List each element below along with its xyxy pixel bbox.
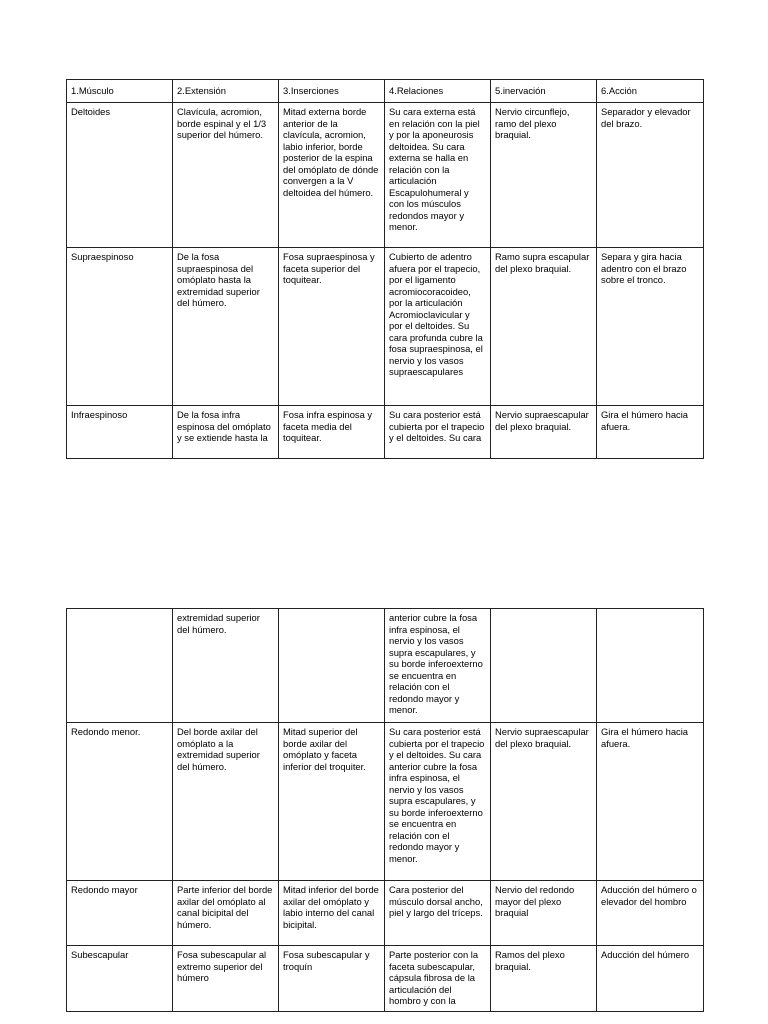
cell-inervacion [491, 609, 597, 723]
cell-relaciones: Su cara posterior está cubierta por el trapecio y el deltoides. Su cara [385, 406, 491, 459]
cell-extension: Del borde axilar del omóplato a la extremidad superior del húmero. [173, 723, 279, 881]
cell-extension: De la fosa supraespinosa del omóplato hasta la extremidad superior del húmero. [173, 248, 279, 406]
table-row-redondo-mayor [67, 881, 704, 946]
cell-inervacion: Nervio circunflejo, ramo del plexo braquial. [491, 103, 597, 248]
cell-relaciones: Cara posterior del músculo dorsal ancho, piel y largo del tríceps. [385, 881, 491, 946]
cell-inervacion: Ramos del plexo braquial. [491, 946, 597, 1012]
cell-accion: Aducción del húmero [597, 946, 704, 1012]
header-inervacion: 5.inervación [491, 80, 597, 103]
cell-inervacion: Nervio del redondo mayor del plexo braquial [491, 881, 597, 946]
cell-accion [597, 609, 704, 723]
muscle-table-page-2 [66, 608, 704, 1012]
cell-inervacion: Nervio supraescapular del plexo braquial. [491, 723, 597, 881]
cell-inserciones: Mitad superior del borde axilar del omóplato y faceta inferior del troquiter. [279, 723, 385, 881]
header-extension: 2.Extensión [173, 80, 279, 103]
header-accion: 6.Acción [597, 80, 704, 103]
cell-inserciones: Mitad externa borde anterior de la clavícula, acromion, labio inferior, borde posterior de la espina del omóplato de dónde convergen a la V deltoidea del húmero. [279, 103, 385, 248]
header-relaciones: 4.Relaciones [385, 80, 491, 103]
cell-musculo [67, 609, 173, 723]
header-row [67, 80, 704, 103]
cell-inervacion: Ramo supra escapular del plexo braquial. [491, 248, 597, 406]
cell-relaciones: Cubierto de adentro afuera por el trapecio, por el ligamento acromiocoracoideo, por la articulación Acromioclavicular y por el deltoides. Su cara profunda cubre la fosa supraespinosa, el nervio y los vasos supraescapulares [385, 248, 491, 406]
header-inserciones: 3.Inserciones [279, 80, 385, 103]
cell-musculo: Supraespinoso [67, 248, 173, 406]
cell-relaciones: Su cara externa está en relación con la piel y por la aponeurosis deltoidea. Su cara externa se halla en relación con la articulación Escapulohumeral y con los músculos redondos mayor y menor. [385, 103, 491, 248]
cell-inserciones: Fosa supraespinosa y faceta superior del toquitear. [279, 248, 385, 406]
cell-extension: Fosa subescapular al extremo superior del húmero [173, 946, 279, 1012]
cell-accion: Aducción del húmero o elevador del hombro [597, 881, 704, 946]
muscle-table-page-1 [66, 79, 704, 459]
cell-inserciones: Fosa infra espinosa y faceta media del toquitear. [279, 406, 385, 459]
cell-musculo: Redondo mayor [67, 881, 173, 946]
table-row-supraespinoso [67, 248, 704, 406]
cell-inserciones: Mitad inferior del borde axilar del omóplato y labio interno del canal bicipital. [279, 881, 385, 946]
cell-accion: Gira el húmero hacia afuera. [597, 406, 704, 459]
cell-inervacion: Nervio supraescapular del plexo braquial. [491, 406, 597, 459]
cell-extension: De la fosa infra espinosa del omóplato y se extiende hasta la [173, 406, 279, 459]
cell-relaciones: anterior cubre la fosa infra espinosa, el nervio y los vasos supra escapulares, y su borde inferoexterno se encuentra en relación con el redondo mayor y menor. [385, 609, 491, 723]
cell-inserciones: Fosa subescapular y troquín [279, 946, 385, 1012]
cell-accion: Separador y elevador del brazo. [597, 103, 704, 248]
table-row-infraespinoso [67, 406, 704, 459]
cell-musculo: Infraespinoso [67, 406, 173, 459]
cell-extension: Clavícula, acromion, borde espinal y el 1/3 superior del húmero. [173, 103, 279, 248]
cell-extension: Parte inferior del borde axilar del omóplato al canal bicipital del húmero. [173, 881, 279, 946]
cell-accion: Separa y gira hacia adentro con el brazo sobre el tronco. [597, 248, 704, 406]
table-row-subescapular [67, 946, 704, 1012]
cell-accion: Gira el húmero hacia afuera. [597, 723, 704, 881]
cell-musculo: Subescapular [67, 946, 173, 1012]
cell-musculo: Redondo menor. [67, 723, 173, 881]
cell-inserciones [279, 609, 385, 723]
cell-musculo: Deltoides [67, 103, 173, 248]
cell-relaciones: Parte posterior con la faceta subescapular, cápsula fibrosa de la articulación del hombro y con la [385, 946, 491, 1012]
table-row-deltoides [67, 103, 704, 248]
table-row-redondo-menor [67, 723, 704, 881]
table-row-infraespinoso-continued [67, 609, 704, 723]
cell-extension: extremidad superior del húmero. [173, 609, 279, 723]
cell-relaciones: Su cara posterior está cubierta por el trapecio y el deltoides. Su cara anterior cubre la fosa infra espinosa, el nervio y los vasos supra escapulares, y su borde inferoexterno se encuentra en relación con el redondo mayor y menor. [385, 723, 491, 881]
header-musculo: 1.Músculo [67, 80, 173, 103]
